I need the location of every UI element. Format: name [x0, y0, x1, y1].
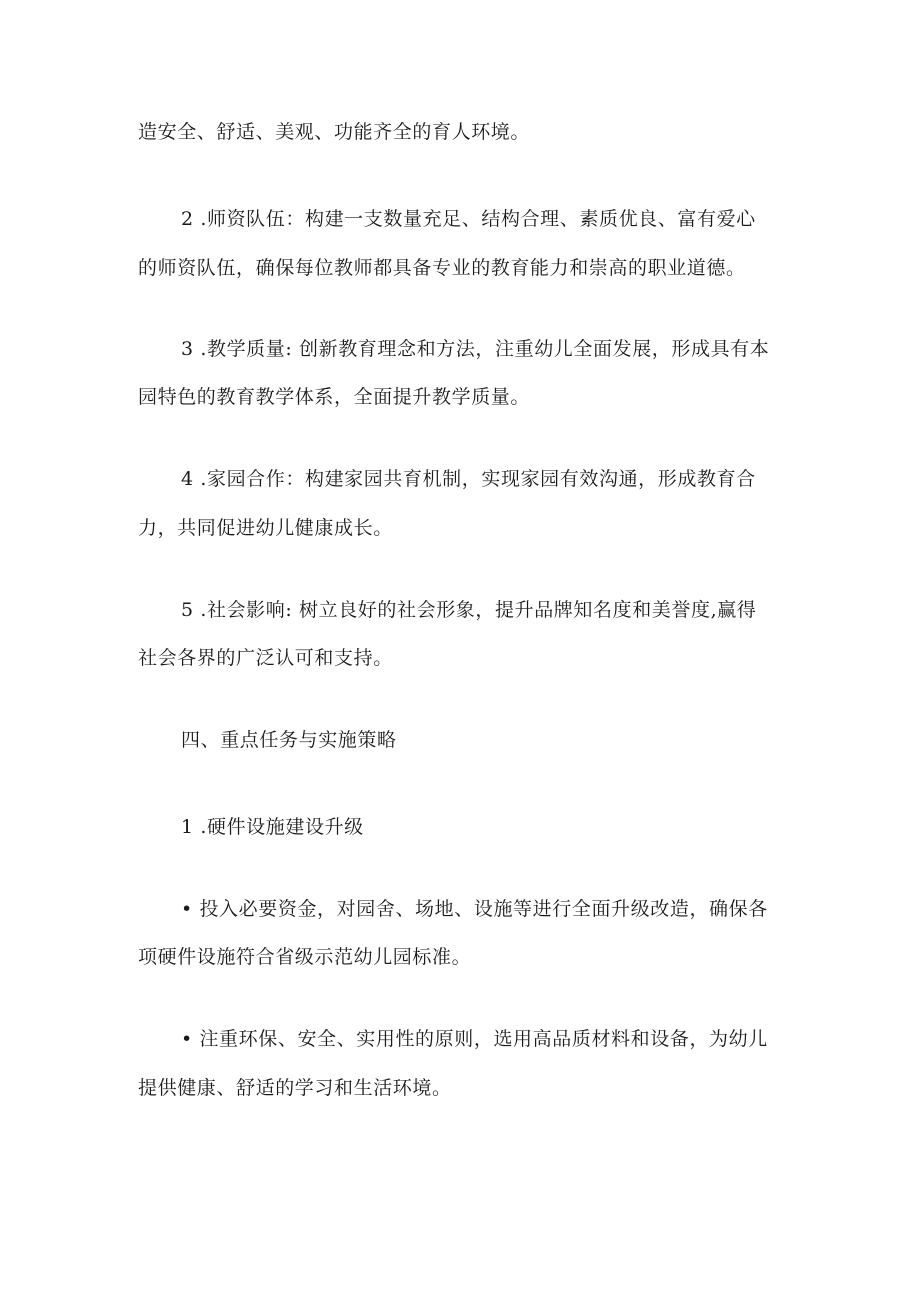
goal-line-1: 2 .师资队伍：构建一支数量充足、结构合理、素质优良、富有爱心 — [181, 208, 756, 230]
section-heading: 四、重点任务与实施策略 — [181, 729, 397, 751]
bullet-line-1: • 注重环保、安全、实用性的原则，选用高品质材料和设备，为幼儿 — [181, 1028, 768, 1050]
subsection-heading: 1 .硬件设施建设升级 — [181, 816, 364, 838]
goal-line-1: 3 .教学质量: 创新教育理念和方法，注重幼儿全面发展，形成具有本 — [181, 338, 770, 360]
goal-line-2: 的师资队伍，确保每位教师都具备专业的教育能力和崇高的职业道德。 — [138, 257, 746, 279]
goal-line-2: 园特色的教育教学体系，全面提升教学质量。 — [138, 386, 531, 408]
goal-line-1: 5 .社会影响: 树立良好的社会形象，提升品牌知名度和美誉度,赢得 — [181, 599, 757, 621]
goal-line-2: 力，共同促进幼儿健康成长。 — [138, 517, 393, 539]
bullet-line-2: 提供健康、舒适的学习和生活环境。 — [138, 1077, 452, 1099]
intro-continuation-line: 造安全、舒适、美观、功能齐全的育人环境。 — [138, 121, 531, 143]
goal-line-2: 社会各界的广泛认可和支持。 — [138, 647, 393, 669]
bullet-line-1: • 投入必要资金，对园舍、场地、设施等进行全面升级改造，确保各 — [181, 898, 768, 920]
bullet-line-2: 项硬件设施符合省级示范幼儿园标准。 — [138, 946, 472, 968]
goal-line-1: 4 .家园合作：构建家园共育机制，实现家园有效沟通，形成教育合 — [181, 468, 756, 490]
